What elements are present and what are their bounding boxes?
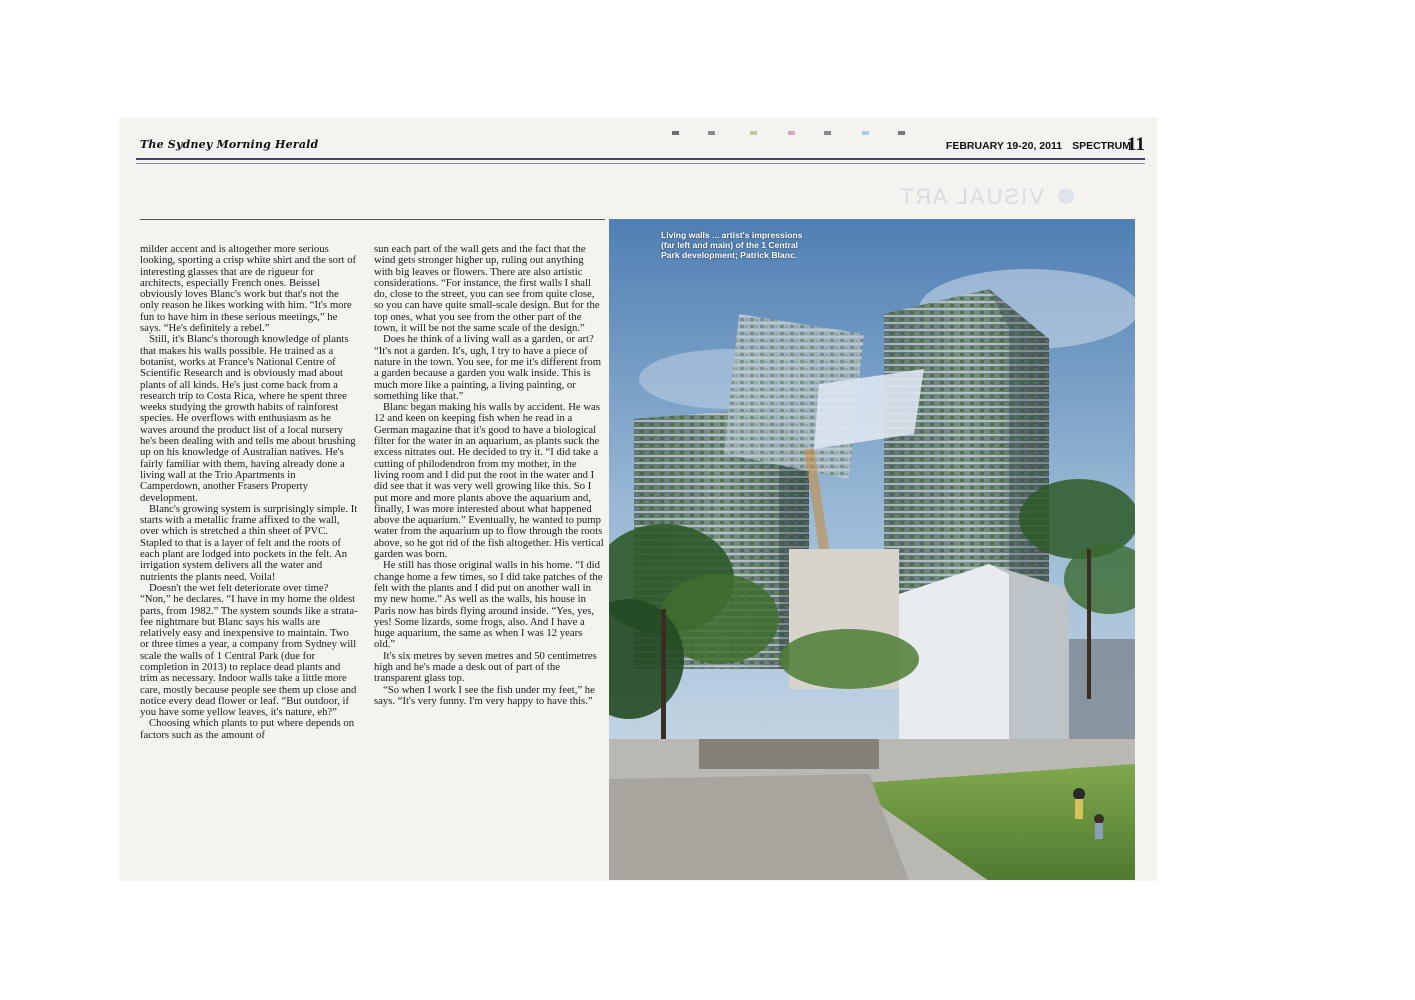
paragraph: “So when I work I see the fish under my feet,” he says. “It's very funny. I'm very happy to have this.” [374, 683, 595, 707]
paragraph: sun each part of the wall gets and the fact that the wind gets stronger higher up, ruling out anything with big leaves or flowers. There are also artistic considerations. “For instance, the first walls I shall do, close to the street, you can see from quite close, so you can have quite small-scale design. But for the top ones, what you see from the other part of the town, it will be not the same scale of the design.” [374, 243, 600, 335]
article-column-1 [140, 244, 358, 741]
paragraph: Doesn't the wet felt deteriorate over time? “Non,” he declares. “I have in my home the oldest parts, from 1982.” The system sounds like a strata-fee nightmare but Blanc says his walls are relatively easy and inexpensive to maintain. Two or three times a year, a company from Sydney will scale the walls of 1 Central Park (due for completion in 2013) to replace dead plants and trim as necessary. Indoor walls take a little more care, mostly because people see them up close and notice every dead flower or leaf. “But outdoor, if you have some yellow leaves, it's nature, eh?” [140, 581, 358, 719]
paragraph: Blanc began making his walls by accident. He was 12 and keen on keeping fish when he read in a German magazine that it's good to have a biological filter for the water in an aquarium, as plants suck the excess nitrates out. He decided to try it. “I did take a cutting of philodendron from my mother, in the living room and I did put the root in the water and I did see that it was very well growing like this. So I put more and more plants above the aquarium and, finally, I was more interested about what happened above the aquarium.” Eventually, he wanted to pump water from the aquarium up to flow through the roots above, so he got rid of the fish altogether. His vertical garden was born. [374, 401, 604, 561]
paragraph: milder accent and is altogether more serious looking, sporting a crisp white shirt and the sort of interesting glasses that are de rigueur for architects, especially French ones. Beissel obviously loves Blanc's work but that's not the only reason he likes working with him. “It's more fun to have him in these serious meetings,” he says. “He's definitely a rebel.” [140, 243, 357, 335]
paragraph: Choosing which plants to put where depends on factors such as the amount of [140, 717, 355, 741]
column-top-rule [140, 219, 605, 220]
show-through-dot [1058, 188, 1074, 204]
paragraph: Blanc's growing system is surprisingly simple. It starts with a metallic frame affixed to the wall, over which is stretched a thin sheet of PVC. Stapled to that is a layer of felt and the roots of each plant are lodged into pockets in the felt. An irrigation system delivers all the water and nutrients the plants need. Voila! [140, 502, 358, 583]
masthead: The Sydney Morning Herald [140, 138, 319, 151]
show-through-heading: VISUAL ART [898, 184, 1044, 209]
photo-caption: Living walls ... artist's impressions (far left and main) of the 1 Central Park development; Patrick Blanc. [661, 230, 803, 260]
article-column-2 [374, 244, 604, 707]
newspaper-clipping [120, 118, 1157, 880]
rendering-illustration [609, 219, 1135, 880]
page-number: 11 [1127, 134, 1145, 155]
date-text: FEBRUARY 19-20, 2011 [945, 140, 1063, 152]
paragraph: It's six metres by seven metres and 50 centimetres high and he's made a desk out of part of the transparent glass top. [374, 649, 597, 685]
header-rule [136, 158, 1145, 160]
registration-marks [672, 131, 912, 137]
dateline [946, 140, 1131, 152]
header-rule-thin [136, 163, 1145, 164]
paragraph: He still has those original walls in his home. “I did change home a few times, so I did take patches of the felt with the plants and I did put on another wall in my new home.” As well as the walls, his house in Paris now has birds flying around inside. “Yes, yes, yes! Some lizards, some frogs, also. And I have a huge aquarium, the same as when I was 12 years old.” [374, 559, 603, 651]
building-rendering-photo [609, 219, 1135, 880]
paragraph: Still, it's Blanc's thorough knowledge of plants that makes his walls possible. He trained as a botanist, works at France's National Centre of Scientific Research and is obviously mad about plants of all kinds. He's just come back from a research trip to Costa Rica, where he spent three weeks studying the growth habits of rainforest species. He overflows with enthusiasm as he waves around the product list of a local nursery he's been dealing with and tells me about brushing up on his knowledge of Australian natives. He's fairly familiar with them, having already done a living wall at the Trio Apartments in Camperdown, another Frasers Property development. [140, 333, 356, 504]
paragraph: Does he think of a living wall as a garden, or art? “It's not a garden. It's, ugh, I try to have a piece of nature in the town. You see, for me it's different from a garden because a garden you walk inside. This is much more like a painting, a living painting, or something like that.” [374, 333, 602, 402]
section-name: SPECTRUM [1072, 140, 1131, 152]
